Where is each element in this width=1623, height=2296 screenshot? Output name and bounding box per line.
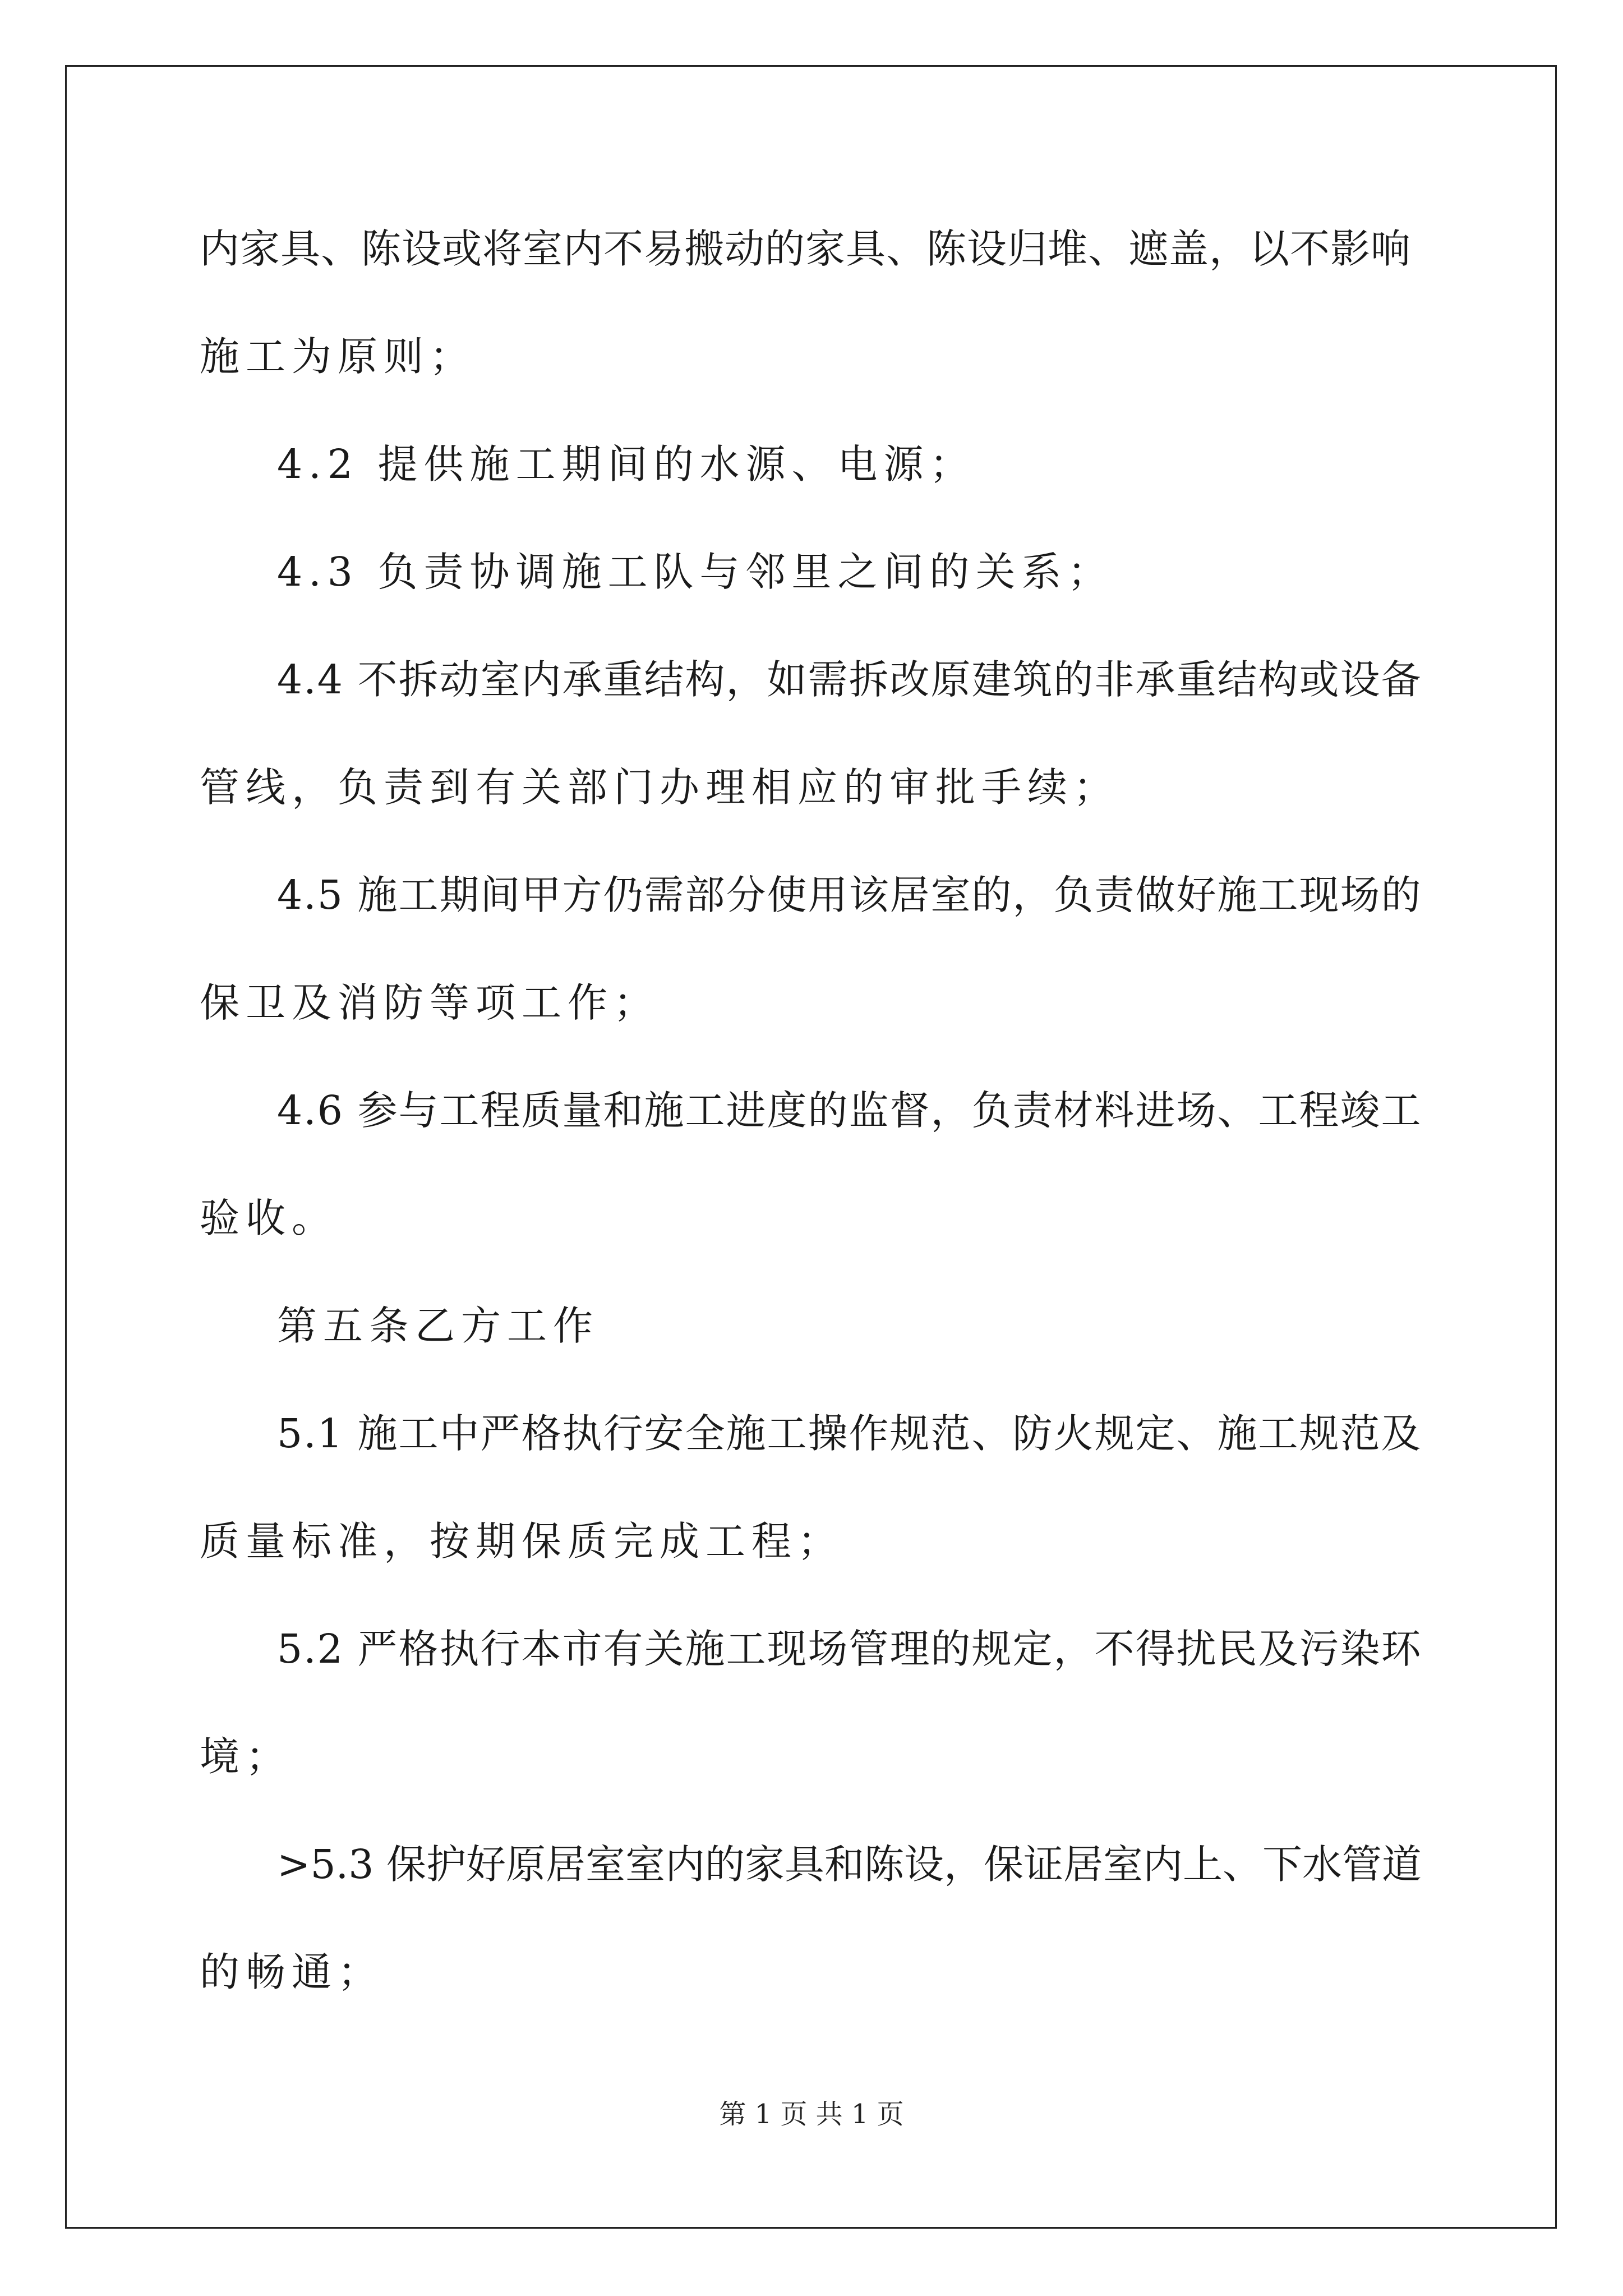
- text-line-6: 管线，负责到有关部门办理相应的审批手续；: [200, 764, 1120, 811]
- text-line-1: 内家具、陈设或将室内不易搬动的家具、陈设归堆、遮盖，以不影响: [200, 226, 1412, 272]
- page-footer: 第 1 页 共 1 页: [719, 2099, 904, 2130]
- text-line-9: 4.6 参与工程质量和施工进度的监督，负责材料进场、工程竣工: [277, 1087, 1422, 1134]
- text-line-2: 施工为原则；: [200, 333, 476, 380]
- text-line-15: 境；: [200, 1733, 292, 1780]
- text-line-13: 质量标准，按期保质完成工程；: [200, 1518, 844, 1565]
- text-line-5: 4.4 不拆动室内承重结构，如需拆改原建筑的非承重结构或设备: [277, 656, 1422, 703]
- section-heading: 第五条乙方工作: [277, 1303, 600, 1349]
- text-line-10: 验收。: [200, 1195, 338, 1241]
- page-border: [65, 65, 1557, 2229]
- text-line-8: 保卫及消防等项工作；: [200, 979, 660, 1026]
- text-line-3: 4.2 提供施工期间的水源、电源；: [277, 441, 976, 487]
- text-line-4: 4.3 负责协调施工队与邻里之间的关系；: [277, 549, 1114, 595]
- text-line-14: 5.2 严格执行本市有关施工现场管理的规定，不得扰民及污染环: [277, 1626, 1422, 1672]
- text-line-12: 5.1 施工中严格执行安全施工操作规范、防火规定、施工规范及: [277, 1410, 1422, 1457]
- text-line-16: >5.3 保护好原居室室内的家具和陈设，保证居室内上、下水管道: [277, 1841, 1422, 1888]
- text-line-7: 4.5 施工期间甲方仍需部分使用该居室的，负责做好施工现场的: [277, 872, 1422, 918]
- text-line-17: 的畅通；: [200, 1949, 384, 1995]
